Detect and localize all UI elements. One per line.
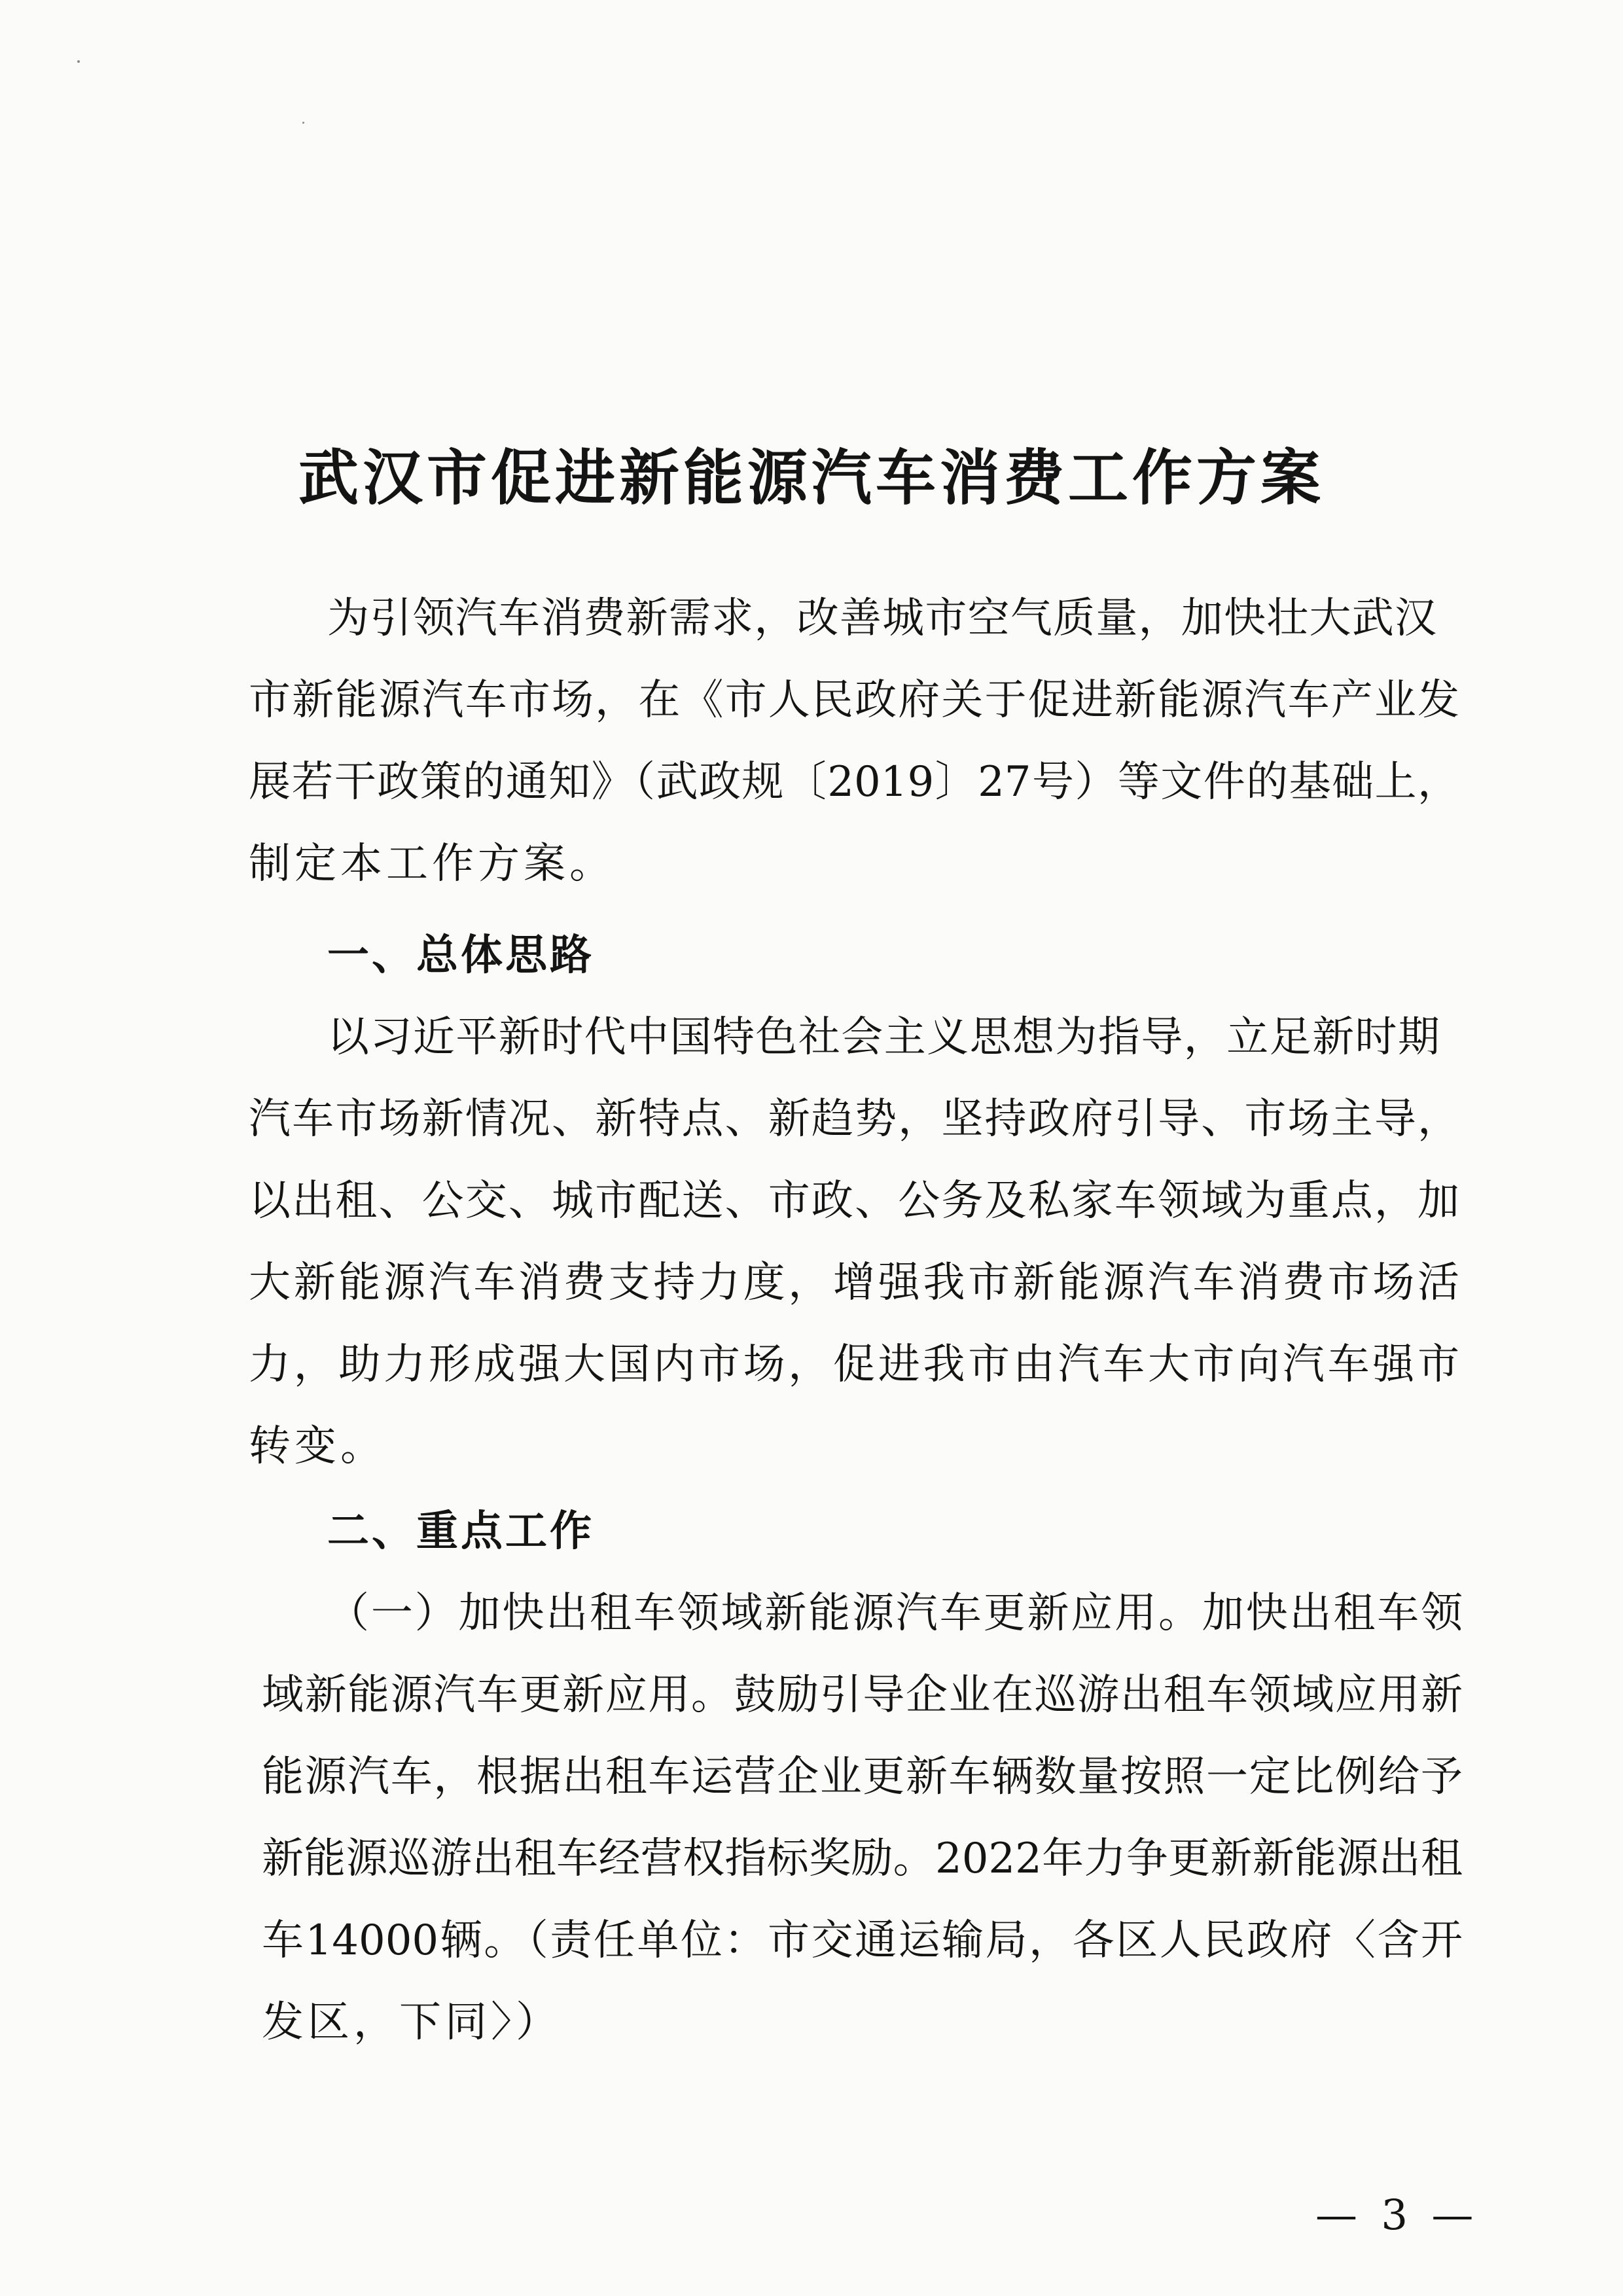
body-line: 以出租、公交、城市配送、市政、公务及私家车领域为重点，加 xyxy=(249,1177,1459,1225)
body-line: 域新能源汽车更新应用。鼓励引导企业在巡游出租车领域应用新 xyxy=(262,1671,1463,1719)
scan-speck xyxy=(302,122,304,124)
body-line: 力，助力形成强大国内市场，促进我市由汽车大市向汽车强市 xyxy=(249,1340,1459,1389)
document-title: 武汉市促进新能源汽车消费工作方案 xyxy=(298,442,1325,513)
body-line: 车14000辆。（责任单位：市交通运输局，各区人民政府〈含开 xyxy=(262,1916,1463,1965)
body-line: （一）加快出租车领域新能源汽车更新应用。加快出租车领 xyxy=(327,1589,1463,1638)
body-line: 转变。 xyxy=(249,1422,386,1471)
body-line: 汽车市场新情况、新特点、新趋势，坚持政府引导、市场主导， xyxy=(249,1095,1459,1143)
intro-line: 展若干政策的通知》（武政规〔2019〕27号）等文件的基础上， xyxy=(249,758,1459,806)
intro-line: 为引领汽车消费新需求，改善城市空气质量，加快壮大武汉 xyxy=(327,594,1436,643)
section-heading: 一、总体思路 xyxy=(327,931,594,980)
intro-line: 制定本工作方案。 xyxy=(249,840,615,888)
body-line: 能源汽车，根据出租车运营企业更新车辆数量按照一定比例给予 xyxy=(262,1753,1463,1801)
intro-line: 市新能源汽车市场，在《市人民政府关于促进新能源汽车产业发 xyxy=(249,676,1459,725)
body-line: 发区，下同〉） xyxy=(262,1998,562,2047)
body-line: 大新能源汽车消费支持力度，增强我市新能源汽车消费市场活 xyxy=(249,1259,1459,1307)
body-line: 以习近平新时代中国特色社会主义思想为指导，立足新时期 xyxy=(327,1013,1440,1062)
scan-speck xyxy=(77,60,80,63)
page-number: — 3 — xyxy=(1315,2191,1479,2240)
body-line: 新能源巡游出租车经营权指标奖励。2022年力争更新新能源出租 xyxy=(262,1835,1463,1883)
section-heading: 二、重点工作 xyxy=(327,1507,594,1556)
